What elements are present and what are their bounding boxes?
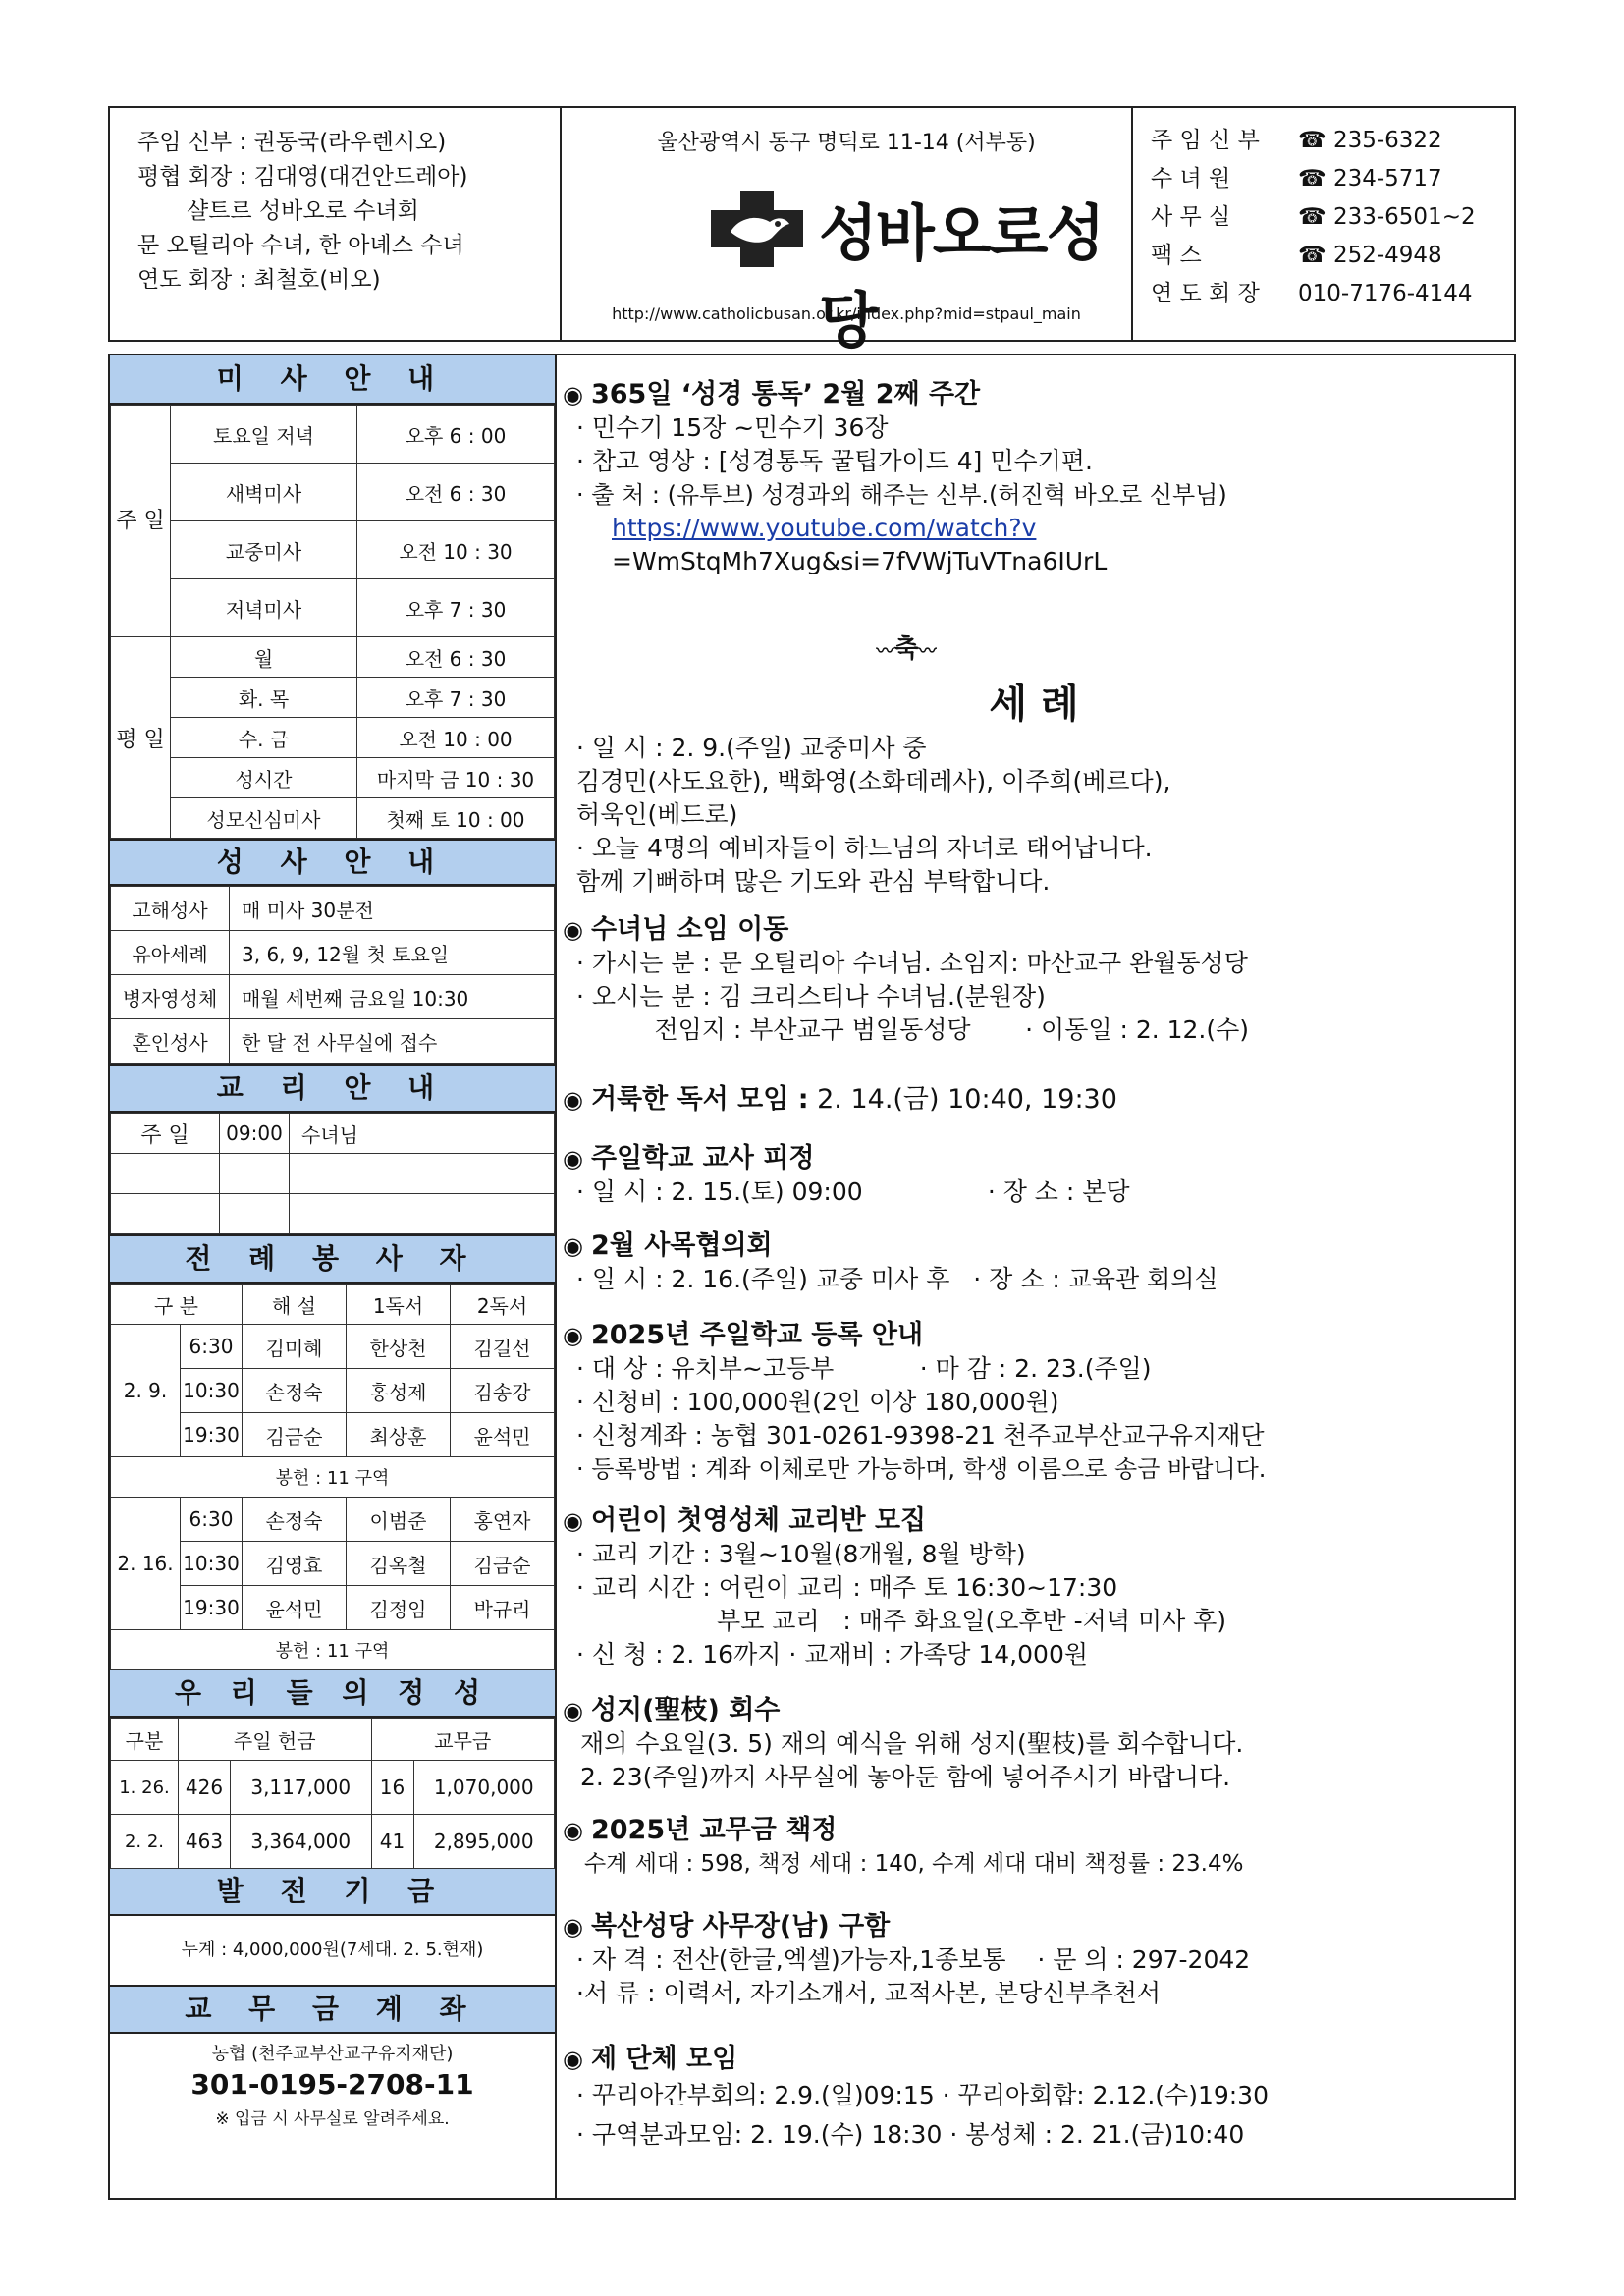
servers-cell: 최상훈	[347, 1413, 451, 1457]
mass-time: 첫째 토 10 : 00	[357, 798, 555, 839]
sacrament-desc: 매월 세번째 금요일 10:30	[230, 975, 555, 1019]
bullet-icon: ◉	[563, 1232, 583, 1260]
servers-table	[110, 1284, 555, 1670]
mass-name: 성시간	[171, 758, 357, 798]
notice-line: · 민수기 15장 ~민수기 36장	[576, 413, 889, 442]
address: 울산광역시 동구 명덕로 11-14 (서부동)	[657, 131, 1036, 155]
servers-cell: 한상천	[347, 1325, 451, 1369]
empty-cell	[290, 1194, 555, 1234]
servers-header: 해 설	[243, 1285, 347, 1325]
offering-amount: 3,364,000	[231, 1815, 372, 1869]
church-logo-icon	[709, 189, 805, 269]
empty-cell	[220, 1194, 290, 1234]
notice-line: · 교리 기간 : 3월~10월(8개월, 8월 방학)	[576, 1540, 1026, 1568]
servers-time: 10:30	[181, 1369, 243, 1413]
communion-notice	[563, 1504, 1505, 1671]
groups-notice	[563, 2043, 1505, 2155]
contact-row: 수 녀 원 ☎ 234-5717	[1151, 166, 1442, 191]
servers-time: 10:30	[181, 1542, 243, 1586]
sacrament-desc: 매 미사 30분전	[230, 887, 555, 931]
notice-heading: ◉ 어린이 첫영성체 교리반 모집	[563, 1505, 927, 1536]
account-bank: 농협 (천주교부산교구유지재단)	[211, 2044, 454, 2064]
notice-line: · 신청계좌 : 농협 301-0261-9398-21 천주교부산교구유지재단	[576, 1421, 1265, 1449]
mass-table	[110, 405, 555, 839]
council-notice	[563, 1230, 1505, 1296]
notice-line: · 신 청 : 2. 16까지 · 교재비 : 가족당 14,000원	[576, 1640, 1088, 1668]
contact-row: 연 도 회 장 010-7176-4144	[1151, 281, 1473, 306]
mass-name: 성모신심미사	[171, 798, 357, 839]
account-number: 301-0195-2708-11	[190, 2068, 474, 2101]
notice-line: · 일 시 : 2. 9.(주일) 교중미사 중	[576, 734, 927, 762]
notice-line: · 참고 영상 : [성경통독 꿀팁가이드 4] 민수기편.	[576, 447, 1093, 475]
notice-line: 부모 교리 : 매주 화요일(오후반 -저녁 미사 후)	[576, 1607, 1227, 1635]
sacrament-name: 병자영성체	[111, 975, 230, 1019]
bullet-icon: ◉	[563, 381, 583, 409]
servers-cell: 손정숙	[243, 1498, 347, 1542]
mass-name: 교중미사	[171, 521, 357, 579]
notice-line: · 일 시 : 2. 15.(토) 09:00 · 장 소 : 본당	[576, 1177, 1130, 1206]
clergy-info	[110, 108, 562, 340]
offering-header: 구분	[111, 1719, 179, 1761]
notice-line: · 오늘 4명의 예비자들이 하느님의 자녀로 태어납니다.	[576, 834, 1153, 862]
servers-cell: 홍연자	[451, 1498, 555, 1542]
ornament-icon: 〰	[876, 641, 894, 662]
offering-header: 교무금	[371, 1719, 555, 1761]
mass-time: 오전 10 : 00	[357, 718, 555, 758]
youtube-link-tail: =WmStqMh7Xug&si=7fVWjTuVTna6IUrL	[612, 547, 1108, 575]
bullet-icon: ◉	[563, 1913, 583, 1941]
servers-cell: 김송강	[451, 1369, 555, 1413]
bullet-icon: ◉	[563, 1086, 583, 1114]
celebration-badge: 〰축〰	[876, 634, 937, 664]
mass-time: 오전 10 : 30	[357, 521, 555, 579]
catechism-who: 수녀님	[290, 1114, 555, 1154]
notice-line: 전임지 : 부산교구 범일동성당 · 이동일 : 2. 12.(수)	[576, 1015, 1250, 1044]
account-note: ※ 입금 시 사무실로 알려주세요.	[215, 2109, 450, 2129]
church-title-block	[562, 108, 1133, 356]
notice-heading: ◉ 성지(聖枝) 회수	[563, 1695, 781, 1725]
servers-date: 2. 16.	[111, 1498, 181, 1630]
baptism-notice	[563, 732, 1505, 899]
servers-cell: 김영효	[243, 1542, 347, 1586]
fund-text: 누계 : 4,000,000원(7세대. 2. 5.현재)	[110, 1916, 555, 1987]
offering-amount: 2,895,000	[413, 1815, 555, 1869]
notice-line: · 꾸리아간부회의: 2.9.(일)09:15 · 꾸리아회합: 2.12.(수)19:30	[576, 2081, 1269, 2109]
header-left-line: 샬트르 성바오로 수녀회	[187, 198, 419, 224]
empty-cell	[220, 1154, 290, 1194]
bullet-icon: ◉	[563, 1145, 583, 1173]
notice-line: · 일 시 : 2. 16.(주일) 교중 미사 후 · 장 소 : 교육관 회의실	[576, 1265, 1218, 1293]
notice-heading: ◉ 제 단체 모임	[563, 2044, 738, 2074]
bullet-icon: ◉	[563, 1697, 583, 1724]
servers-header: 2독서	[451, 1285, 555, 1325]
church-name: 성바오로성당	[819, 197, 1104, 356]
mass-name: 저녁미사	[171, 579, 357, 637]
notice-heading: ◉ 거룩한 독서 모임 : 2. 14.(금) 10:40, 19:30	[563, 1084, 1117, 1115]
servers-header: 1독서	[347, 1285, 451, 1325]
catechism-time: 09:00	[220, 1114, 290, 1154]
notice-line: · 등록방법 : 계좌 이체로만 가능하며, 학생 이름으로 송금 바랍니다.	[576, 1455, 1267, 1483]
mass-name: 수. 금	[171, 718, 357, 758]
notice-line: · 대 상 : 유치부~고등부 · 마 감 : 2. 23.(주일)	[576, 1354, 1152, 1383]
bullet-icon: ◉	[563, 1507, 583, 1535]
servers-cell: 홍성제	[347, 1369, 451, 1413]
notice-heading: ◉ 2025년 주일학교 등록 안내	[563, 1320, 924, 1350]
servers-cell: 손정숙	[243, 1369, 347, 1413]
bullet-icon: ◉	[563, 2046, 583, 2073]
servers-cell: 김길선	[451, 1325, 555, 1369]
reading-notice	[563, 1083, 1505, 1117]
contact-row: 팩 스 ☎ 252-4948	[1151, 243, 1442, 268]
servers-time: 19:30	[181, 1413, 243, 1457]
dues-notice	[563, 1814, 1505, 1881]
mass-name: 화. 목	[171, 678, 357, 718]
header-left-line: 문 오틸리아 수녀, 한 아녜스 수녀	[137, 233, 464, 258]
bullet-icon: ◉	[563, 916, 583, 944]
offering-count: 426	[179, 1761, 231, 1815]
notice-line: · 오시는 분 : 김 크리스티나 수녀님.(분원장)	[576, 982, 1046, 1011]
servers-cell: 이범준	[347, 1498, 451, 1542]
fund-title: 발 전 기 금	[110, 1869, 555, 1916]
servers-cell: 박규리	[451, 1586, 555, 1630]
contact-list	[1131, 108, 1514, 340]
notice-heading: ◉ 복산성당 사무장(남) 구함	[563, 1911, 891, 1941]
notice-line: 김경민(사도요한), 백화영(소화데레사), 이주희(베르다),	[576, 767, 1171, 795]
empty-cell	[111, 1154, 220, 1194]
mass-name: 월	[171, 637, 357, 678]
school-notice	[563, 1319, 1505, 1486]
notice-heading: ◉ 2025년 교무금 책정	[563, 1815, 838, 1845]
offering-amount: 3,117,000	[231, 1761, 372, 1815]
catechism-title: 교 리 안 내	[110, 1064, 555, 1113]
servers-cell: 김정임	[347, 1586, 451, 1630]
notice-heading: ◉ 2월 사목협의회	[563, 1230, 773, 1261]
mass-time: 오후 6 : 00	[357, 406, 555, 464]
sacrament-desc: 한 달 전 사무실에 접수	[230, 1019, 555, 1064]
notice-line: ·서 류 : 이력서, 자기소개서, 교적사본, 본당신부추천서	[576, 1979, 1162, 2007]
sisters-notice	[563, 913, 1505, 1047]
bullet-icon: ◉	[563, 1322, 583, 1349]
notice-line: · 가시는 분 : 문 오틸리아 수녀님. 소임지: 마산교구 완월동성당	[576, 949, 1248, 977]
servers-date: 2. 9.	[111, 1325, 181, 1457]
servers-cell: 김미혜	[243, 1325, 347, 1369]
servers-time: 6:30	[181, 1325, 243, 1369]
notice-line: 함께 기뻐하며 많은 기도와 관심 부탁합니다.	[576, 867, 1051, 896]
sacrament-desc: 3, 6, 9, 12월 첫 토요일	[230, 931, 555, 975]
mass-time: 오전 6 : 30	[357, 464, 555, 521]
website-link[interactable]: http://www.catholicbusan.or.kr/index.php?mid=stpaul_main	[612, 304, 1081, 323]
weekday-label: 평 일	[111, 637, 171, 839]
notice-line: · 자 격 : 전산(한글,엑셀)가능자,1종보통 · 문 의 : 297-2042	[576, 1945, 1251, 1974]
bible-notice	[563, 378, 1505, 578]
offering-count: 41	[371, 1815, 413, 1869]
notice-line: 재의 수요일(3. 5) 재의 예식을 위해 성지(聖枝)를 회수합니다.	[580, 1729, 1244, 1758]
offering-count: 16	[371, 1761, 413, 1815]
ornament-icon: 〰	[918, 641, 937, 662]
servers-cell: 김금순	[451, 1542, 555, 1586]
job-notice	[563, 1910, 1505, 2010]
notice-heading: ◉ 수녀님 소임 이동	[563, 914, 789, 945]
empty-cell	[111, 1194, 220, 1234]
servers-note: 봉헌 : 11 구역	[111, 1630, 555, 1670]
palm-notice	[563, 1694, 1505, 1794]
left-column	[110, 355, 555, 2129]
baptism-title: 세 례	[989, 682, 1079, 727]
sacrament-table	[110, 886, 555, 1064]
offering-date: 2. 2.	[111, 1815, 179, 1869]
servers-title: 전 례 봉 사 자	[110, 1234, 555, 1284]
header-left-line: 주임 신부 : 권동국(라우렌시오)	[137, 130, 447, 155]
catechism-table	[110, 1113, 555, 1234]
servers-time: 19:30	[181, 1586, 243, 1630]
servers-cell: 김옥철	[347, 1542, 451, 1586]
notice-line: · 신청비 : 100,000원(2인 이상 180,000원)	[576, 1388, 1059, 1416]
offering-amount: 1,070,000	[413, 1761, 555, 1815]
column-divider	[555, 354, 557, 2200]
notice-line: · 구역분과모임: 2. 19.(수) 18:30 · 봉성체 : 2. 21.(금)10:40	[576, 2120, 1245, 2149]
notice-line: 수계 세대 : 598, 책정 세대 : 140, 수계 세대 대비 책정률 : 23.4%	[584, 1851, 1244, 1877]
servers-cell: 김금순	[243, 1413, 347, 1457]
mass-time: 오후 7 : 30	[357, 678, 555, 718]
teachers-notice	[563, 1142, 1505, 1209]
offering-date: 1. 26.	[111, 1761, 179, 1815]
youtube-link[interactable]: https://www.youtube.com/watch?v	[612, 514, 1037, 542]
account-title: 교 무 금 계 좌	[110, 1987, 555, 2034]
empty-cell	[290, 1154, 555, 1194]
servers-note: 봉헌 : 11 구역	[111, 1457, 555, 1498]
bullet-icon: ◉	[563, 1817, 583, 1844]
contact-row: 주 임 신 부 ☎ 235-6322	[1151, 128, 1442, 153]
servers-header: 구 분	[111, 1285, 243, 1325]
offering-title: 우 리 들 의 정 성	[110, 1670, 555, 1718]
notice-line: 2. 23(주일)까지 사무실에 놓아둔 함에 넣어주시기 바랍니다.	[580, 1763, 1231, 1791]
servers-cell: 윤석민	[451, 1413, 555, 1457]
sacrament-name: 유아세례	[111, 931, 230, 975]
header-left-line: 평협 회장 : 김대영(대건안드레아)	[137, 164, 468, 190]
notice-heading: ◉ 365일 ‘성경 통독’ 2월 2째 주간	[563, 379, 981, 410]
mass-name: 토요일 저녁	[171, 406, 357, 464]
sacrament-title: 성 사 안 내	[110, 839, 555, 886]
notice-line: · 출 처 : (유투브) 성경과외 해주는 신부.(허진혁 바오로 신부님)	[576, 481, 1227, 509]
sunday-label: 주 일	[111, 406, 171, 637]
mass-time: 오후 7 : 30	[357, 579, 555, 637]
mass-name: 새벽미사	[171, 464, 357, 521]
offering-count: 463	[179, 1815, 231, 1869]
sacrament-name: 혼인성사	[111, 1019, 230, 1064]
catechism-day: 주 일	[111, 1114, 220, 1154]
notice-line: 허욱인(베드로)	[576, 800, 738, 829]
servers-time: 6:30	[181, 1498, 243, 1542]
bulletin-header	[108, 106, 1516, 356]
mass-title: 미 사 안 내	[110, 355, 555, 405]
header-left-line: 연도 회장 : 최철호(비오)	[137, 267, 381, 293]
sacrament-name: 고해성사	[111, 887, 230, 931]
servers-cell: 윤석민	[243, 1586, 347, 1630]
mass-time: 마지막 금 10 : 30	[357, 758, 555, 798]
offering-header: 주일 헌금	[179, 1719, 372, 1761]
notice-line: · 교리 시간 : 어린이 교리 : 매주 토 16:30~17:30	[576, 1573, 1118, 1602]
notice-heading: ◉ 주일학교 교사 피정	[563, 1143, 815, 1174]
contact-row: 사 무 실 ☎ 233-6501~2	[1151, 204, 1476, 230]
mass-time: 오전 6 : 30	[357, 637, 555, 678]
offering-table	[110, 1718, 555, 1869]
